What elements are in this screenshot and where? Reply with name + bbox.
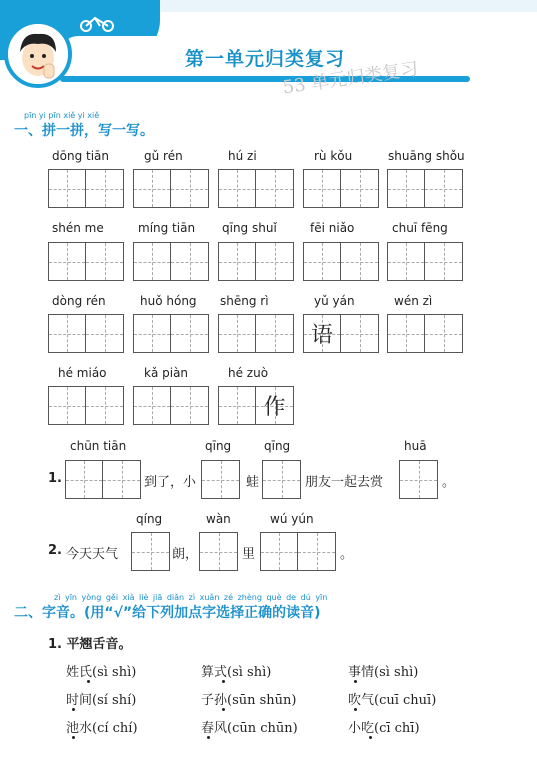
writing-grid[interactable] bbox=[133, 314, 209, 353]
writing-grid[interactable] bbox=[48, 242, 124, 281]
boy-avatar-icon bbox=[4, 20, 72, 88]
section1-pinyin: pīn yi pīn xiě yi xiě bbox=[24, 111, 100, 120]
emphasis-dot bbox=[222, 680, 225, 683]
section1-title: 一、拼一拼，写一写。 bbox=[14, 123, 154, 139]
reading-choice[interactable]: 小吃(cī chī) bbox=[348, 721, 420, 736]
pinyin-label: shēng rì bbox=[220, 294, 269, 308]
grid-char bbox=[171, 243, 208, 280]
grid-char bbox=[86, 170, 123, 207]
grid-char bbox=[388, 315, 424, 352]
pinyin-label: qíng bbox=[136, 512, 163, 526]
sentence-number: 1. bbox=[48, 471, 62, 486]
grid-char bbox=[219, 243, 255, 280]
writing-grid[interactable] bbox=[218, 314, 294, 353]
grid-char bbox=[341, 243, 378, 280]
pinyin-label: huǒ hóng bbox=[140, 294, 197, 308]
grid-char bbox=[86, 387, 123, 424]
emphasis-dot bbox=[207, 736, 210, 739]
writing-grid[interactable] bbox=[48, 169, 124, 208]
reading-choice[interactable]: 算式(sì shì) bbox=[201, 665, 272, 680]
writing-grid[interactable] bbox=[48, 386, 124, 425]
writing-grid[interactable] bbox=[48, 314, 124, 353]
writing-grid[interactable] bbox=[131, 532, 170, 571]
sentence-text: 。 bbox=[442, 475, 456, 490]
grid-char bbox=[256, 170, 293, 207]
pinyin-label: yǔ yán bbox=[314, 294, 355, 308]
pinyin-label: rù kǒu bbox=[314, 149, 353, 163]
grid-char bbox=[425, 170, 462, 207]
writing-grid[interactable] bbox=[133, 242, 209, 281]
page-title: 第一单元归类复习 bbox=[184, 48, 345, 70]
pinyin-label: shén me bbox=[52, 221, 104, 235]
pinyin-label: dòng rén bbox=[52, 294, 106, 308]
writing-grid[interactable] bbox=[201, 460, 240, 499]
writing-grid[interactable] bbox=[303, 169, 379, 208]
grid-char bbox=[388, 170, 424, 207]
pinyin-label: qīng bbox=[264, 439, 291, 453]
sentence-text: 朋友一起去赏 bbox=[305, 475, 384, 490]
reading-choice[interactable]: 姓氏(sì shì) bbox=[66, 665, 137, 680]
emphasis-dot bbox=[87, 680, 90, 683]
grid-char bbox=[86, 243, 123, 280]
pinyin-label: shuāng shǒu bbox=[388, 149, 465, 163]
pinyin-label: fēi niǎo bbox=[310, 221, 355, 235]
sentence-text: 到了，小 bbox=[144, 475, 197, 490]
pinyin-label: qīng bbox=[205, 439, 232, 453]
grid-char bbox=[134, 170, 170, 207]
grid-char bbox=[341, 170, 378, 207]
grid-char: 语 bbox=[310, 323, 333, 348]
sentence-text: 蛙 bbox=[246, 475, 260, 490]
sentence-text: 里 bbox=[242, 547, 256, 562]
grid-char bbox=[171, 315, 208, 352]
pinyin-label: míng tiān bbox=[138, 221, 196, 235]
pinyin-label: kǎ piàn bbox=[144, 366, 189, 380]
pinyin-label: hé zuò bbox=[228, 366, 269, 380]
pinyin-label: chuī fēng bbox=[392, 221, 448, 235]
writing-grid[interactable] bbox=[303, 314, 379, 353]
grid-char bbox=[219, 170, 255, 207]
writing-grid[interactable] bbox=[387, 169, 463, 208]
emphasis-dot bbox=[369, 736, 372, 739]
emphasis-dot bbox=[354, 680, 357, 683]
pinyin-label: wén zì bbox=[394, 294, 433, 308]
grid-char bbox=[134, 315, 170, 352]
grid-char bbox=[134, 243, 170, 280]
emphasis-dot bbox=[72, 708, 75, 711]
grid-char bbox=[171, 387, 208, 424]
pinyin-label: hú zi bbox=[228, 149, 257, 163]
pinyin-label: gǔ rén bbox=[144, 149, 183, 163]
reading-choice[interactable]: 池水(cí chí) bbox=[66, 721, 138, 736]
emphasis-dot bbox=[354, 708, 357, 711]
grid-char bbox=[49, 170, 85, 207]
sentence-number: 2. bbox=[48, 543, 62, 558]
writing-grid[interactable] bbox=[65, 460, 141, 499]
sentence-text: 。 bbox=[340, 547, 354, 562]
writing-grid[interactable] bbox=[133, 169, 209, 208]
grid-char bbox=[425, 243, 462, 280]
pinyin-label: huā bbox=[404, 439, 427, 453]
sentence-text: 今天天气 bbox=[66, 547, 119, 562]
emphasis-dot bbox=[222, 708, 225, 711]
writing-grid[interactable] bbox=[303, 242, 379, 281]
writing-grid[interactable] bbox=[218, 386, 294, 425]
writing-grid[interactable] bbox=[133, 386, 209, 425]
writing-grid[interactable] bbox=[260, 532, 336, 571]
bicycle-icon bbox=[78, 14, 118, 32]
grid-char bbox=[49, 315, 85, 352]
subsection-title: 1. 平翘舌音。 bbox=[48, 637, 132, 652]
sentence-text: 朗， bbox=[172, 547, 199, 562]
pinyin-label: chūn tiān bbox=[70, 439, 127, 453]
grid-char bbox=[49, 243, 85, 280]
reading-choice[interactable]: 时间(sí shí) bbox=[66, 693, 137, 708]
section2-pinyin: zì yīn yòng gěi xià liè jiā diǎn zì xuǎn zé zhèng què de dú yīn bbox=[54, 593, 328, 602]
reading-choice[interactable]: 子孙(sūn shūn) bbox=[201, 693, 297, 708]
writing-grid[interactable] bbox=[387, 242, 463, 281]
writing-grid[interactable] bbox=[218, 242, 294, 281]
pinyin-label: dōng tiān bbox=[52, 149, 109, 163]
grid-char bbox=[86, 315, 123, 352]
writing-grid[interactable] bbox=[262, 460, 301, 499]
grid-char bbox=[219, 315, 255, 352]
grid-char: 作 bbox=[263, 395, 286, 420]
grid-char bbox=[256, 243, 293, 280]
writing-grid[interactable] bbox=[218, 169, 294, 208]
writing-grid[interactable] bbox=[399, 460, 438, 499]
grid-char bbox=[171, 170, 208, 207]
grid-char bbox=[134, 387, 170, 424]
pinyin-label: qīng shuǐ bbox=[222, 221, 277, 235]
reading-choice[interactable]: 吹气(cuī chuī) bbox=[348, 693, 437, 708]
section2-title: 二、字音。(用“√”给下列加点字选择正确的读音) bbox=[14, 605, 321, 621]
reading-choice[interactable]: 春风(cūn chūn) bbox=[201, 721, 298, 736]
grid-char bbox=[49, 387, 85, 424]
pinyin-label: wú yún bbox=[270, 512, 314, 526]
grid-char bbox=[341, 315, 378, 352]
grid-char bbox=[256, 315, 293, 352]
watermark-text: 53 单元归类复习 bbox=[281, 58, 420, 99]
grid-char bbox=[304, 170, 340, 207]
grid-char bbox=[388, 243, 424, 280]
writing-grid[interactable] bbox=[199, 532, 238, 571]
writing-grid[interactable] bbox=[387, 314, 463, 353]
grid-char bbox=[219, 387, 255, 424]
grid-char bbox=[304, 243, 340, 280]
grid-char bbox=[425, 315, 462, 352]
emphasis-dot bbox=[72, 736, 75, 739]
pinyin-label: hé miáo bbox=[58, 366, 107, 380]
reading-choice[interactable]: 事情(sì shì) bbox=[348, 665, 419, 680]
pinyin-label: wàn bbox=[206, 512, 231, 526]
